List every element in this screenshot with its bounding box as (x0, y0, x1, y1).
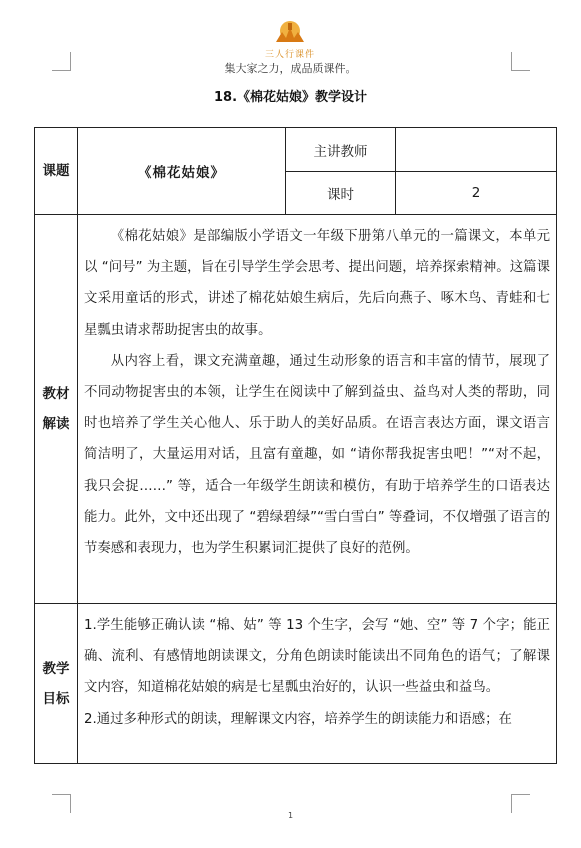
lesson-plan-table (34, 127, 557, 764)
analysis-label-text: 教材解读 (42, 386, 70, 432)
teacher-value (396, 128, 557, 172)
goals-label (35, 604, 78, 764)
page-number: 1 (287, 811, 294, 820)
goal-item-1: 1.学生能够正确认读 “棉、姑” 等 13 个生字，会写 “她、空” 等 7 个字；能正确、流利、有感情地朗读课文，分角色朗读时能读出不同角色的语气；了解课文内容，知道棉花姑娘的病是七星瓢虫治好的，认识一些益虫和益鸟。 (84, 618, 550, 696)
logo-text: 三人行课件 (264, 50, 315, 60)
hours-value: 2 (396, 172, 557, 215)
goal-item-2: 2.通过多种形式的朗读，理解课文内容，培养学生的朗读能力和语感；在 (84, 711, 512, 727)
header-slogan: 集大家之力，成品质课件。 (224, 62, 357, 75)
analysis-paragraph-2: 从内容上看，课文充满童趣，通过生动形象的语言和丰富的情节，展现了不同动物捉害虫的本领，让学生在阅读中了解到益虫、益鸟对人类的帮助，同时也培养了学生关心他人、乐于助人的美好品质。在语言表达方面，课文语言简洁明了，大量运用对话，且富有童趣，如 “请你帮我捉害虫吧！”“对不起，我只会捉……” 等，适合一年级学生朗读和模仿，有助于培养学生的口语表达能力。此外，文中还出现了 “碧绿碧绿”“雪白雪白” 等叠词，不仅增强了语言的节奏感和表现力，也为学生积累词汇提供了良好的范例。 (84, 353, 550, 557)
lesson-name: 《棉花姑娘》 (78, 128, 286, 215)
hours-label: 课时 (286, 172, 396, 215)
teacher-label: 主讲教师 (286, 128, 396, 172)
document-title: 18.《棉花姑娘》教学设计 (213, 90, 368, 105)
goals-label-text: 教学目标 (42, 660, 70, 707)
analysis-label (35, 215, 78, 604)
analysis-content (78, 215, 557, 604)
topic-label: 课题 (35, 128, 78, 215)
analysis-paragraph-1: 《棉花姑娘》是部编版小学语文一年级下册第八单元的一篇课文，本单元以 “问号” 为主题，旨在引导学生学会思考、提出问题，培养探索精神。这篇课文采用童话的形式，讲述了棉花姑娘生病后，先后向燕子、啄木鸟、青蛙和七星瓢虫请求帮助捉害虫的故事。 (84, 229, 550, 338)
goals-content (78, 604, 557, 764)
